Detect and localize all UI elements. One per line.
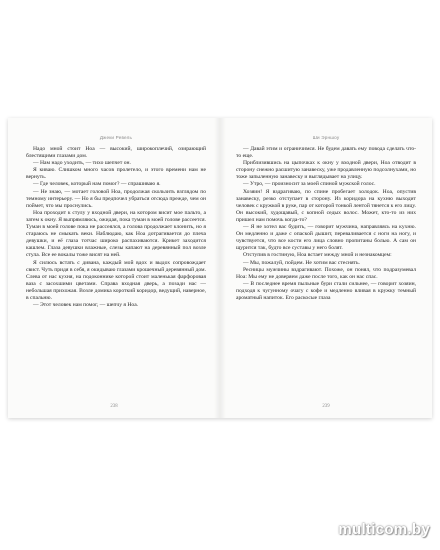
paragraph: — Утро, — произносит за моей спиной мужской голос.	[243, 181, 376, 188]
left-page	[8, 118, 220, 418]
running-head-left: Джеки Ревель	[99, 135, 133, 140]
paragraph: — Где человек, который нам помог? — спрашиваю я.	[33, 181, 161, 188]
paragraph: Я силюсь встать с дивана, каждый мой вдох и выдох сопровождает свист. Чуть придя в себя, я окидываю глазами крошечный деревянный дом. Слева от нас кухня, на подоконнике которой стоит маленькая фарфоровая ваза с засохшими цветами. Справа входная дверь, а позади нас — небольшая прихожая. Возле домика короткий коридор, ведущий, наверное, в спальню.	[26, 259, 206, 301]
paragraph: Ноа проходит к стулу у входной двери, на котором висит мое пальто, а затем к окну. Я выпрямляюсь, ожидая, пока туман в моей голове рассеется. Туман в моей голове пока не рассеялся, а голова продолжает клонить, но я стараюсь не смыкать веки. Наблюдаю, как Ноа дотрагивается до плеча девушки, и её глаза тотчас широко распахиваются. Крикет заходится кашлем. Глаза девушки влажные, слезы капают на деревянный пол возле стула. Все ее вокалы тоже висят на ней.	[26, 209, 206, 259]
paragraph: — Давай этим и ограничимся. Не будем давать ему повода сделать что-то еще.	[236, 146, 416, 160]
paragraph: Я киваю. Слишком много часов пролетело, и этого времени нам не вернуть.	[26, 167, 206, 181]
paragraph: Надо мной стоит Ноа — высокий, широкоплечий, озирающий блестящими глазами дом.	[26, 146, 206, 160]
book-spread	[8, 118, 432, 418]
watermark: multicom.by	[338, 521, 430, 538]
paragraph: — Я не хотел вас будить, — говорит мужчина, направляясь на кухню. Он медленно и даже с опаской дышит, переваливается с ноги на ногу, и чувствуется, что все кости его лица словно пропитаны болью. А сам он щурится так, будто все суставы у него болят.	[236, 224, 416, 252]
right-page	[220, 118, 432, 418]
paragraph: — В последнее время пыльные бури стали сильнее, — говорит хозяин, подходя к чугунному очагу с кофе и медленно вливая в кружку темный ароматный напиток. Его раскосые глаза	[236, 280, 416, 301]
right-page-text	[236, 146, 416, 302]
paragraph: — Этот человек нам помог, — шепчу я Ноа.	[33, 302, 139, 309]
paragraph: — Не знаю, — мотает головой Ноа, продолжая скользить взглядом по темному интерьеру. — Но я бы предпочел убраться отсюда прежде, чем он поймет, что мы проснулись.	[26, 188, 206, 209]
paragraph: — Мы, пожалуй, пойдем. Не хотим вас стеснять.	[243, 259, 360, 266]
paragraph: — Нам надо уходить, — тихо шепчет он.	[33, 160, 131, 167]
page-number-right: 239	[322, 404, 330, 409]
paragraph: Приблизившись на цыпочках к окну у входной двери, Ноа отводит в сторону снежно расшитую занавеску, уже продавленную подсолнухами, но тоже запыленную занавеску и выглядывает на улицу.	[236, 160, 416, 181]
paragraph: Хозяин! Я вздрагиваю, по спине пробегает холодок. Ноа, опустив занавеску, резко отступает в сторону. Из коридора на кухню выходит человек с кружкой в руке, пар от которой тонкой лентой тянется к его лицу. Он высокий, худощавый, с копной седых волос. Может, кто-то из них пришел нам помочь когда-то?	[236, 188, 416, 223]
left-page-text	[26, 146, 206, 309]
running-head-right: Ши Эрншоу	[312, 135, 340, 140]
page-number-left: 238	[110, 404, 118, 409]
paragraph: Отступив в гостиную, Ноа встает между мной и незнакомцем:	[243, 252, 392, 259]
paragraph: Ресницы мужчины вздрагивают. Похоже, он понял, что подразумевал Ноа: Мы ему не доверяем даже после того, как он нас спас.	[236, 266, 416, 280]
